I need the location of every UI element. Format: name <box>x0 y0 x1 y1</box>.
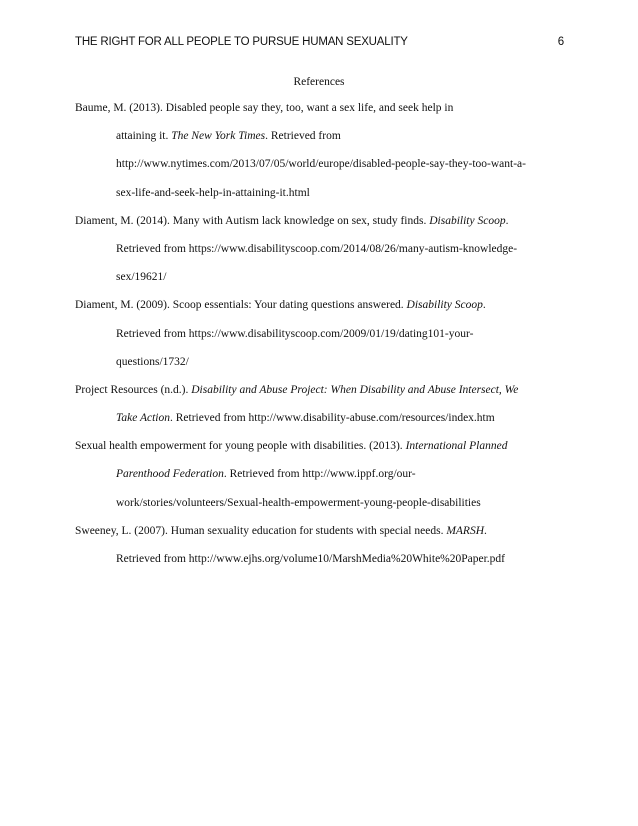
reference-line <box>75 235 561 263</box>
reference-entry <box>75 517 561 573</box>
reference-line <box>75 291 561 319</box>
reference-italic-text: International Planned <box>405 440 508 453</box>
reference-italic-text: Take Action <box>116 412 170 425</box>
reference-line <box>75 404 561 432</box>
reference-line <box>75 179 561 207</box>
running-head <box>75 36 564 48</box>
reference-text: http://www.nytimes.com/2013/07/05/world/europe/disabled-people-say-they-too-want-a- <box>116 158 526 171</box>
references-heading: References <box>293 76 345 88</box>
reference-line <box>75 460 561 488</box>
reference-text: Diament, M. (2014). Many with Autism lack knowledge on sex, study finds. <box>75 214 430 227</box>
reference-entry <box>75 207 561 292</box>
reference-text: . <box>482 299 486 312</box>
reference-line <box>75 207 561 235</box>
running-head-title: THE RIGHT FOR ALL PEOPLE TO PURSUE HUMAN SEXUALITY <box>75 36 408 48</box>
reference-italic-text: Disability Scoop <box>429 214 506 227</box>
reference-line <box>75 122 561 150</box>
reference-text: Retrieved from https://www.disabilityscoop.com/2014/08/26/many-autism-knowledge- <box>116 242 518 255</box>
reference-italic-text: Disability Scoop <box>406 299 483 312</box>
reference-line <box>75 150 561 178</box>
reference-italic-text: Disability and Abuse Project: When Disability and Abuse Intersect, We <box>191 383 519 396</box>
reference-text: Retrieved from https://www.disabilityscoop.com/2009/01/19/dating101-your- <box>116 327 474 340</box>
reference-entry <box>75 94 561 207</box>
reference-line <box>75 263 561 291</box>
reference-line <box>75 489 561 517</box>
reference-italic-text: MARSH <box>446 524 485 537</box>
reference-entry <box>75 432 561 517</box>
reference-entry <box>75 291 561 376</box>
reference-text: sex/19621/ <box>116 271 167 284</box>
reference-text: . <box>505 214 509 227</box>
page-number: 6 <box>557 36 564 48</box>
reference-italic-text: Parenthood Federation <box>116 468 224 481</box>
reference-text: . Retrieved from <box>265 130 341 143</box>
reference-text: . Retrieved from http://www.disability-abuse.com/resources/index.htm <box>170 412 495 425</box>
reference-text: work/stories/volunteers/Sexual-health-empowerment-young-people-disabilities <box>116 496 481 509</box>
reference-line <box>75 545 561 573</box>
reference-text: . Retrieved from http://www.ippf.org/our- <box>223 468 416 481</box>
reference-text: Sweeney, L. (2007). Human sexuality education for students with special needs. <box>75 524 447 537</box>
references-list <box>75 94 561 573</box>
reference-text: . <box>484 524 487 537</box>
reference-text: Sexual health empowerment for young people with disabilities. (2013). <box>75 440 406 453</box>
reference-italic-text: The New York Times <box>171 130 266 143</box>
reference-line <box>75 348 561 376</box>
reference-text: Retrieved from http://www.ejhs.org/volume10/MarshMedia%20White%20Paper.pdf <box>116 553 506 565</box>
reference-line <box>75 376 561 404</box>
reference-text: sex-life-and-seek-help-in-attaining-it.html <box>116 186 310 199</box>
reference-text: Diament, M. (2009). Scoop essentials: Your dating questions answered. <box>75 299 407 312</box>
reference-line <box>75 320 561 348</box>
reference-line <box>75 94 561 122</box>
reference-text: questions/1732/ <box>116 355 189 368</box>
reference-text: attaining it. <box>116 130 172 143</box>
reference-text: Baume, M. (2013). Disabled people say they, too, want a sex life, and seek help in <box>75 102 454 114</box>
reference-text: Project Resources (n.d.). <box>75 383 192 396</box>
reference-line <box>75 517 561 545</box>
reference-line <box>75 432 561 460</box>
reference-entry <box>75 376 561 432</box>
